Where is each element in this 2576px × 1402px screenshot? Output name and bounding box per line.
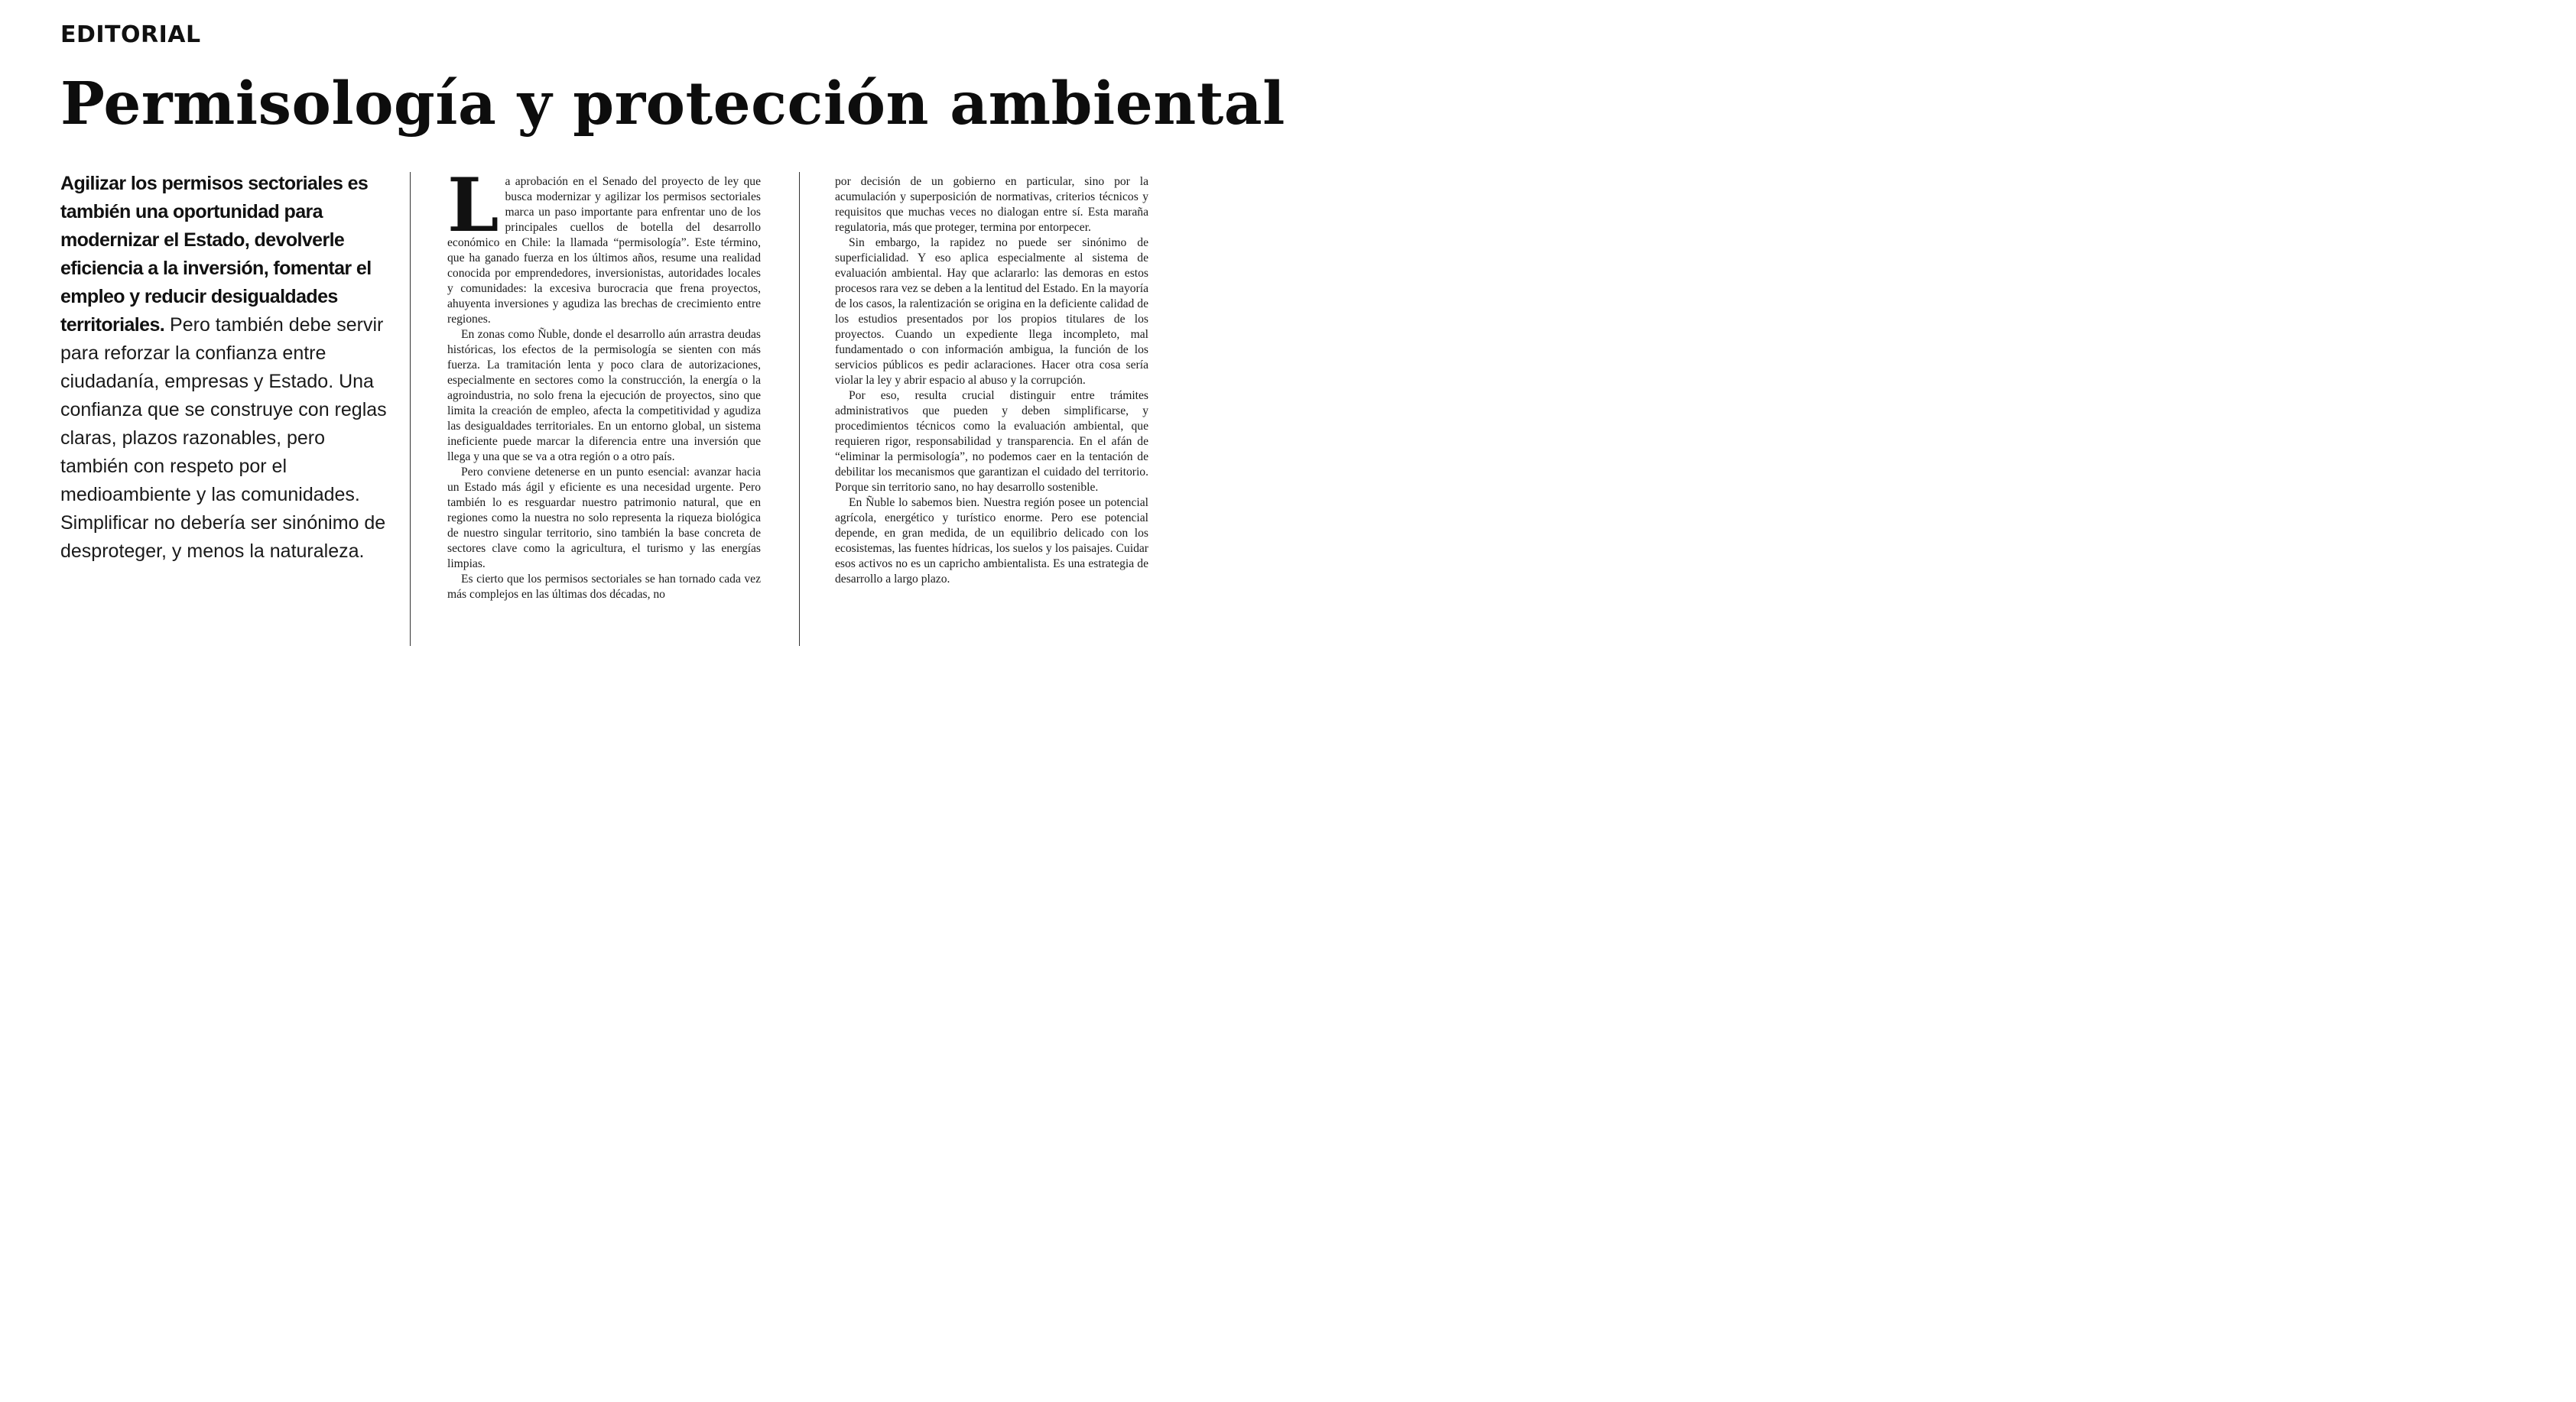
paragraph-2: En zonas como Ñuble, donde el desarrollo aún arrastra deudas históricas, los efectos de la permisología se sienten con más fuerza. La tramitación lenta y poco clara de autorizaciones, especialmente en sectores como la construcción, la energía o la agroindustria, no solo frena la ejecución de proyectos, sino que limita la creación de empleo, afecta la competitividad y agudiza las desigualdades territoriales. En un entorno global, un sistema ineficiente puede marcar la diferencia entre una inversión que llega y una que se va a otra región o a otro país. <box>447 328 761 463</box>
section-label: EDITORIAL <box>60 21 201 48</box>
column-rule-left <box>410 172 411 646</box>
drop-cap: L <box>447 162 499 248</box>
lede <box>60 170 389 566</box>
lede-bold: Agilizar los permisos sectoriales es también una oportunidad para modernizar el Estado, devolverle eficiencia a la inversión, fomentar el empleo y reducir desigualdades territoriales. <box>60 173 372 336</box>
column-rule-right <box>799 172 800 646</box>
paragraph-5: por decisión de un gobierno en particular, sino por la acumulación y superposición de normativas, criterios técnicos y requisitos que muchas veces no dialogan entre sí. Esta maraña regulatoria, más que proteger, termina por entorpecer. <box>835 175 1148 234</box>
paragraph-6: Sin embargo, la rapidez no puede ser sinónimo de superficialidad. Y eso aplica especialmente al sistema de evaluación ambiental. Hay que aclararlo: las demoras en estos procesos rara vez se deben a la lentitud del Estado. En la mayoría de los casos, la ralentización se origina en la deficiente calidad de los estudios presentados por los propios titulares de los proyectos. Cuando un expediente llega incompleto, mal fundamentado o con información ambigua, la función de los servicios públicos es pedir aclaraciones. Hacer otra cosa sería violar la ley y abrir espacio al abuso y la corrupción. <box>835 236 1148 387</box>
headline: Permisología y protección ambiental <box>60 70 1285 138</box>
paragraph-1-text: a aprobación en el Senado del proyecto de ley que busca modernizar y agilizar los permisos sectoriales marca un paso importante para enfrentar uno de los principales cuellos de botella del desarrollo económico en Chile: la llamada “permisología”. Este término, que ha ganado fuerza en los últimos años, resume una realidad conocida por emprendedores, inversionistas, autoridades locales y comunidades: la excesiva burocracia que frena proyectos, ahuyenta inversiones y agudiza las brechas de crecimiento entre regiones. <box>447 175 761 326</box>
paragraph-7: Por eso, resulta crucial distinguir entre trámites administrativos que pueden y deben simplificarse, y procedimientos técnicos como la evaluación ambiental, que requieren rigor, responsabilidad y transparencia. En el afán de “eliminar la permisología”, no podemos caer en la tentación de debilitar los mecanismos que garantizan el cuidado del territorio. Porque sin territorio sano, no hay desarrollo sostenible. <box>835 389 1148 494</box>
body-column-1 <box>447 162 761 602</box>
paragraph-3: Pero conviene detenerse en un punto esencial: avanzar hacia un Estado más ágil y eficiente es una necesidad urgente. Pero también lo es resguardar nuestro patrimonio natural, que en regiones como la nuestra no solo representa la riqueza biológica de nuestro singular territorio, sino también la base concreta de sectores clave como la agricultura, el turismo y las energías limpias. <box>447 466 761 570</box>
lede-regular: Pero también debe servir para reforzar la confianza entre ciudadanía, empresas y Estado. Una confianza que se construye con reglas claras, plazos razonables, pero también con respeto por el medioambiente y las comunidades. Simplificar no debería ser sinónimo de desproteger, y menos la naturaleza. <box>60 314 387 562</box>
paragraph-8: En Ñuble lo sabemos bien. Nuestra región posee un potencial agrícola, energético y turístico enorme. Pero ese potencial depende, en gran medida, de un equilibrio delicado con los ecosistemas, las fuentes hídricas, los suelos y los paisajes. Cuidar esos activos no es un capricho ambientalista. Es una estrategia de desarrollo a largo plazo. <box>835 496 1148 586</box>
paragraph-4: Es cierto que los permisos sectoriales se han tornado cada vez más complejos en las últimas dos décadas, no <box>447 573 761 601</box>
paragraph-1 <box>447 162 761 327</box>
body-column-2 <box>835 174 1148 587</box>
